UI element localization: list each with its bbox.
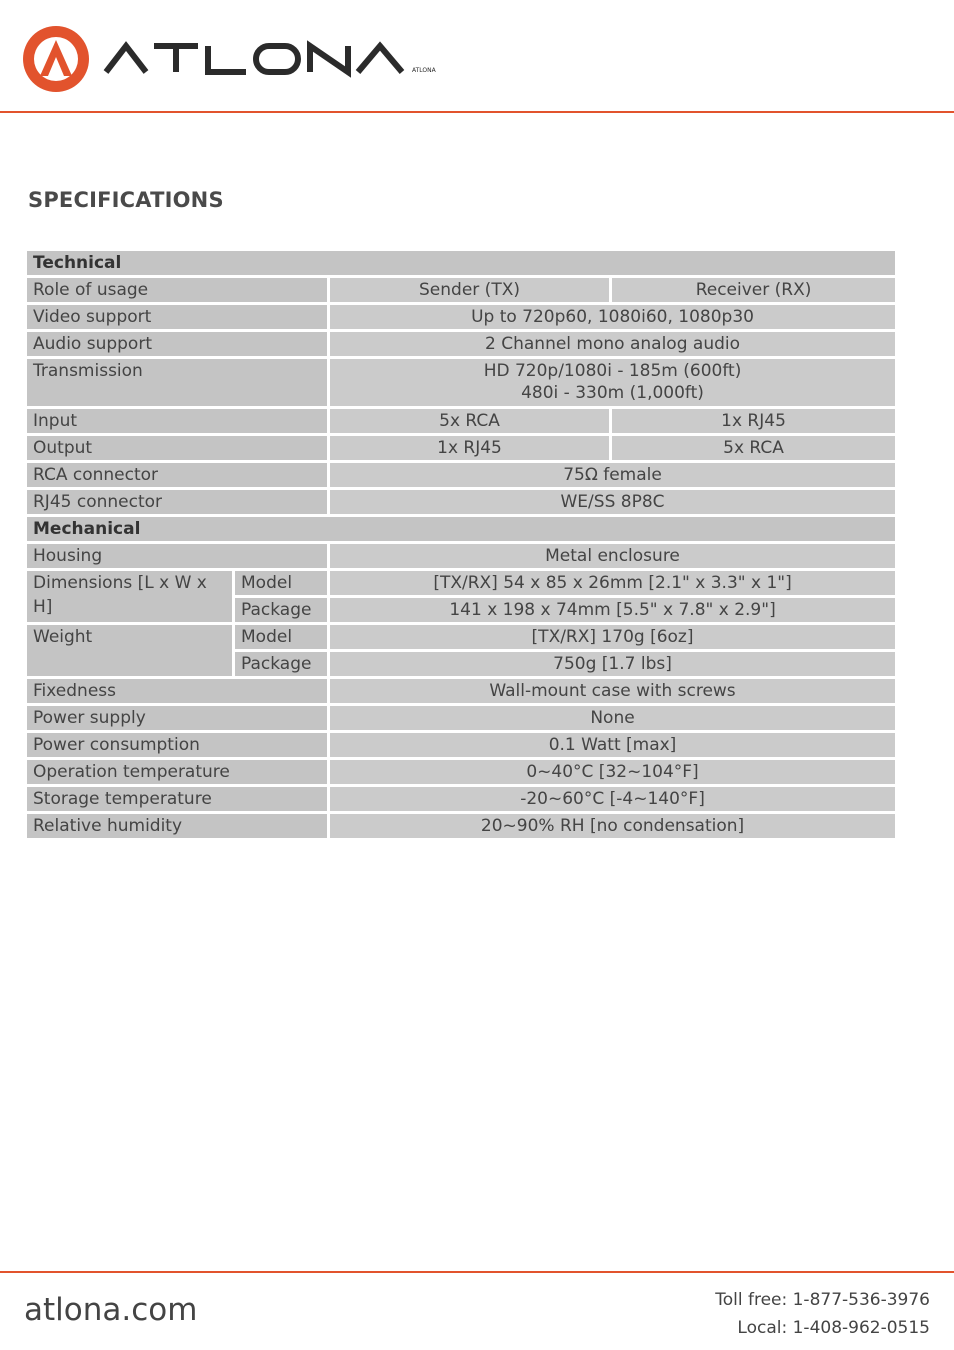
row-label: Output (27, 436, 330, 460)
row-value: WE/SS 8P8C (330, 490, 895, 514)
table-row (27, 517, 895, 541)
row-sublabel: Package (235, 598, 330, 622)
row-label: Housing (27, 544, 330, 568)
footer-divider (0, 1271, 954, 1273)
table-row (27, 544, 895, 568)
row-label: RCA connector (27, 463, 330, 487)
table-row (27, 814, 895, 838)
row-label: Weight (27, 625, 235, 676)
row-value: 0~40°C [32~104°F] (330, 760, 895, 784)
header-divider (0, 111, 954, 113)
row-value: 0.1 Watt [max] (330, 733, 895, 757)
row-value: Receiver (RX) (612, 278, 895, 302)
table-row (27, 679, 895, 703)
row-label: Storage temperature (27, 787, 330, 811)
local-phone: Local: 1-408-962-0515 (737, 1318, 930, 1338)
row-label: Power consumption (27, 733, 330, 757)
table-row (27, 787, 895, 811)
table-row (27, 490, 895, 514)
row-label: Transmission (27, 359, 330, 406)
row-value (330, 359, 895, 406)
row-value: 5x RCA (330, 409, 612, 433)
table-row (27, 571, 895, 595)
row-label: Input (27, 409, 330, 433)
row-label: Operation temperature (27, 760, 330, 784)
transmission-line-1: HD 720p/1080i - 185m (600ft) (483, 361, 742, 381)
row-label: Dimensions [L x W x H] (27, 571, 235, 622)
section-title: SPECIFICATIONS (28, 188, 224, 212)
specifications-table (27, 248, 895, 841)
table-row (27, 332, 895, 356)
transmission-line-2: 480i - 330m (1,000ft) (521, 383, 704, 403)
row-value: 141 x 198 x 74mm [5.5" x 7.8" x 2.9"] (330, 598, 895, 622)
row-value: -20~60°C [-4~140°F] (330, 787, 895, 811)
row-value: Metal enclosure (330, 544, 895, 568)
table-row (27, 733, 895, 757)
row-value: 75Ω female (330, 463, 895, 487)
technical-heading: Technical (27, 251, 895, 275)
row-value: 5x RCA (612, 436, 895, 460)
brand-name-text: ATLONA (412, 67, 436, 74)
row-value: 20~90% RH [no condensation] (330, 814, 895, 838)
mechanical-heading: Mechanical (27, 517, 895, 541)
row-value: [TX/RX] 170g [6oz] (330, 625, 895, 649)
row-value: 1x RJ45 (330, 436, 612, 460)
row-value: 750g [1.7 lbs] (330, 652, 895, 676)
table-row (27, 359, 895, 406)
table-row (27, 251, 895, 275)
row-value: None (330, 706, 895, 730)
row-value: Sender (TX) (330, 278, 612, 302)
table-row (27, 436, 895, 460)
table-row (27, 706, 895, 730)
table-row (27, 409, 895, 433)
row-sublabel: Model (235, 571, 330, 595)
row-label: Role of usage (27, 278, 330, 302)
table-row (27, 760, 895, 784)
atlona-logo (22, 24, 442, 94)
row-label: Power supply (27, 706, 330, 730)
row-label: Audio support (27, 332, 330, 356)
website-link[interactable]: atlona.com (24, 1292, 198, 1328)
row-label: Relative humidity (27, 814, 330, 838)
row-label: RJ45 connector (27, 490, 330, 514)
table-row (27, 305, 895, 329)
table-row (27, 463, 895, 487)
row-value: [TX/RX] 54 x 85 x 26mm [2.1" x 3.3" x 1"] (330, 571, 895, 595)
row-label: Video support (27, 305, 330, 329)
row-value: Up to 720p60, 1080i60, 1080p30 (330, 305, 895, 329)
row-sublabel: Model (235, 625, 330, 649)
table-row (27, 625, 895, 649)
toll-free-phone: Toll free: 1-877-536-3976 (715, 1290, 930, 1310)
row-value: Wall-mount case with screws (330, 679, 895, 703)
row-label: Fixedness (27, 679, 330, 703)
table-row (27, 278, 895, 302)
row-sublabel: Package (235, 652, 330, 676)
row-value: 1x RJ45 (612, 409, 895, 433)
row-value: 2 Channel mono analog audio (330, 332, 895, 356)
contact-info (715, 1286, 930, 1342)
